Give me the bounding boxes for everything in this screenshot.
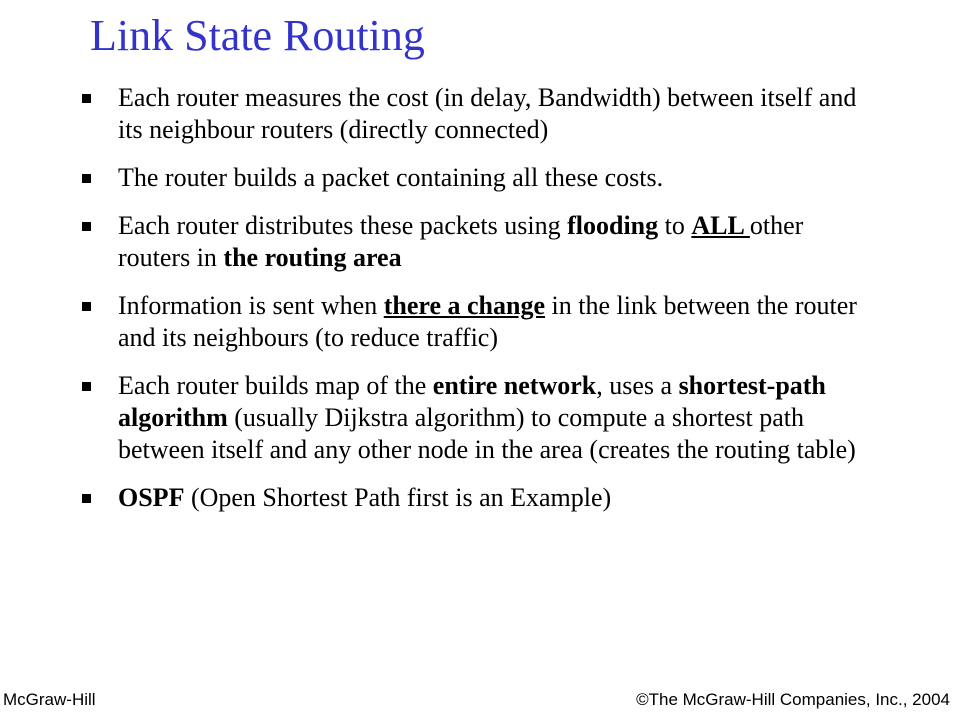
text-segment: Each router measures the cost (in delay, Bandwidth) between itself and its neighbour routers (directly connected) xyxy=(118,83,857,144)
emphasis-text: there a change xyxy=(383,291,546,320)
emphasis-text: flooding xyxy=(567,211,659,240)
text-segment: (Open Shortest Path first is an Example) xyxy=(184,483,612,512)
square-bullet-icon xyxy=(82,382,91,391)
emphasis-text: the routing area xyxy=(223,243,402,272)
text-segment: in the link between the router and its neighbours (to reduce traffic) xyxy=(118,291,857,352)
square-bullet-icon xyxy=(82,222,91,231)
bullet-text xyxy=(118,483,611,512)
text-segment: (usually Dijkstra algorithm) to compute a shortest path between itself and any other node in the area (creates the routing table) xyxy=(118,403,856,464)
footer-copyright: ©The McGraw-Hill Companies, Inc., 2004 xyxy=(636,690,950,709)
text-segment: to xyxy=(658,211,692,240)
bullet-list xyxy=(82,82,882,530)
bullet-text xyxy=(118,291,857,352)
bullet-text xyxy=(118,371,856,464)
text-segment: The router builds a packet containing all these costs. xyxy=(118,163,664,192)
emphasis-text: ALL xyxy=(691,211,750,240)
bullet-text xyxy=(118,211,803,272)
emphasis-text: shortest-path algorithm xyxy=(118,371,826,432)
text-segment: , uses a xyxy=(596,371,679,400)
square-bullet-icon xyxy=(82,494,91,503)
bullet-item xyxy=(82,162,882,194)
bullet-text xyxy=(118,83,856,144)
emphasis-text: entire network xyxy=(432,371,597,400)
text-segment: Each router distributes these packets using xyxy=(118,211,568,240)
bullet-item xyxy=(82,290,882,354)
bullet-item xyxy=(82,210,882,274)
text-segment: Each router builds map of the xyxy=(118,371,433,400)
text-segment: other routers in xyxy=(118,211,804,272)
bullet-item xyxy=(82,482,882,514)
square-bullet-icon xyxy=(82,302,91,311)
bullet-text xyxy=(118,163,663,192)
bullet-item xyxy=(82,370,882,466)
footer-publisher: McGraw-Hill xyxy=(3,690,96,709)
text-segment: Information is sent when xyxy=(118,291,384,320)
square-bullet-icon xyxy=(82,94,91,103)
square-bullet-icon xyxy=(82,174,91,183)
emphasis-text: OSPF xyxy=(118,483,185,512)
slide-title: Link State Routing xyxy=(90,11,425,60)
bullet-item xyxy=(82,82,882,146)
